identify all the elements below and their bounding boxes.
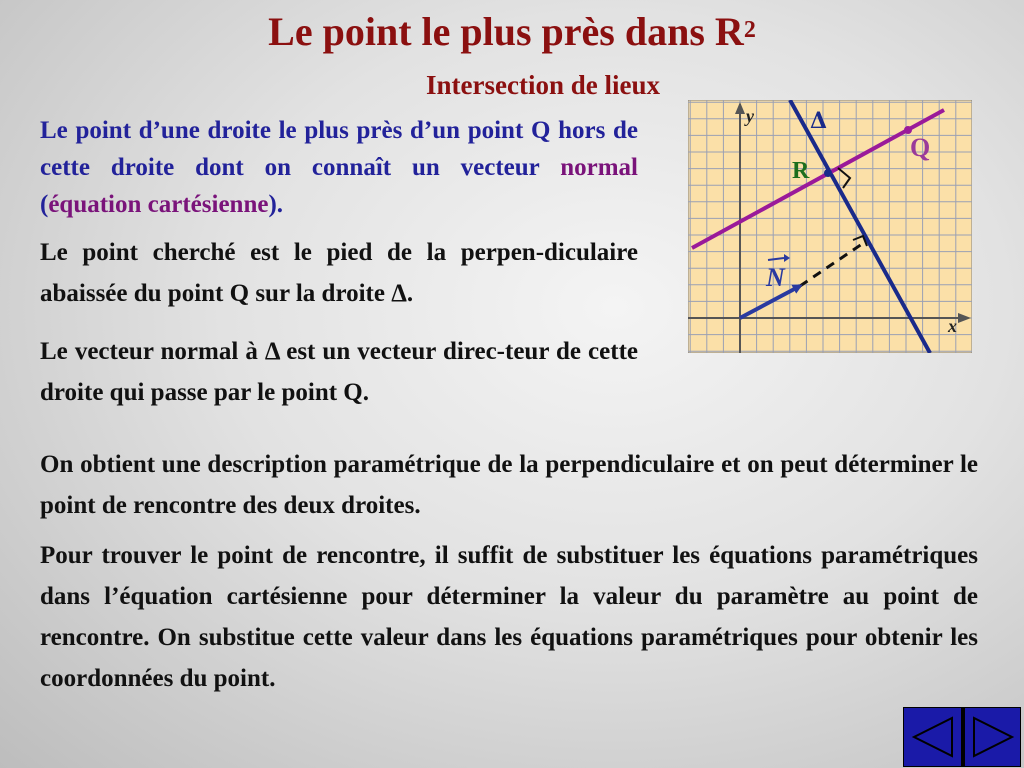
page-title-text: Le point le plus près dans R — [268, 9, 744, 54]
paragraph-foot-of-perpendicular: Le point cherché est le pied de la perpen-diculaire abaissée du point Q sur la droite Δ. — [40, 239, 638, 307]
label-y: y — [746, 106, 754, 126]
point-r-dot — [824, 169, 832, 177]
keyword-normal: normal — [560, 154, 638, 181]
next-slide-button[interactable] — [968, 712, 1018, 762]
intro-text-3: ). — [268, 191, 284, 218]
right-triangle-icon — [974, 718, 1012, 756]
left-triangle-icon — [914, 718, 952, 756]
page-title — [0, 8, 1024, 56]
navigation-controls — [903, 707, 1021, 767]
label-delta: Δ — [810, 108, 828, 134]
label-q: Q — [910, 133, 931, 162]
paragraph-normal-vector: Le vecteur normal à Δ est un vecteur direc-teur de cette droite qui passe par le point Q. — [40, 338, 638, 406]
previous-slide-button[interactable] — [908, 712, 958, 762]
geometry-figure — [688, 100, 972, 353]
intro-paragraph — [40, 112, 638, 223]
keyword-equation: équation cartésienne — [48, 191, 269, 218]
nav-divider — [961, 708, 965, 766]
page-subtitle: Intersection de lieux — [426, 70, 660, 100]
paragraph-substitution: Pour trouver le point de rencontre, il suffit de substituer les équations paramétriques dans l’équation cartésienne pour déterminer la valeur du paramètre au point de rencontre. On substitue cette valeur dans les équations paramétriques pour obtenir les coordonnées du point. — [40, 542, 978, 692]
label-x: x — [948, 316, 957, 336]
label-n: N — [766, 263, 785, 292]
paragraph-parametric: On obtient une description paramétrique de la perpendiculaire et on peut déterminer le point de rencontre des deux droites. — [40, 451, 978, 519]
intro-text-1: Le point d’une droite le plus près d’un point Q hors de cette droite dont on connaît un vecteur — [40, 117, 638, 181]
title-superscript: 2 — [743, 17, 756, 43]
label-r: R — [792, 158, 810, 184]
intro-text-2: ( — [40, 191, 49, 218]
